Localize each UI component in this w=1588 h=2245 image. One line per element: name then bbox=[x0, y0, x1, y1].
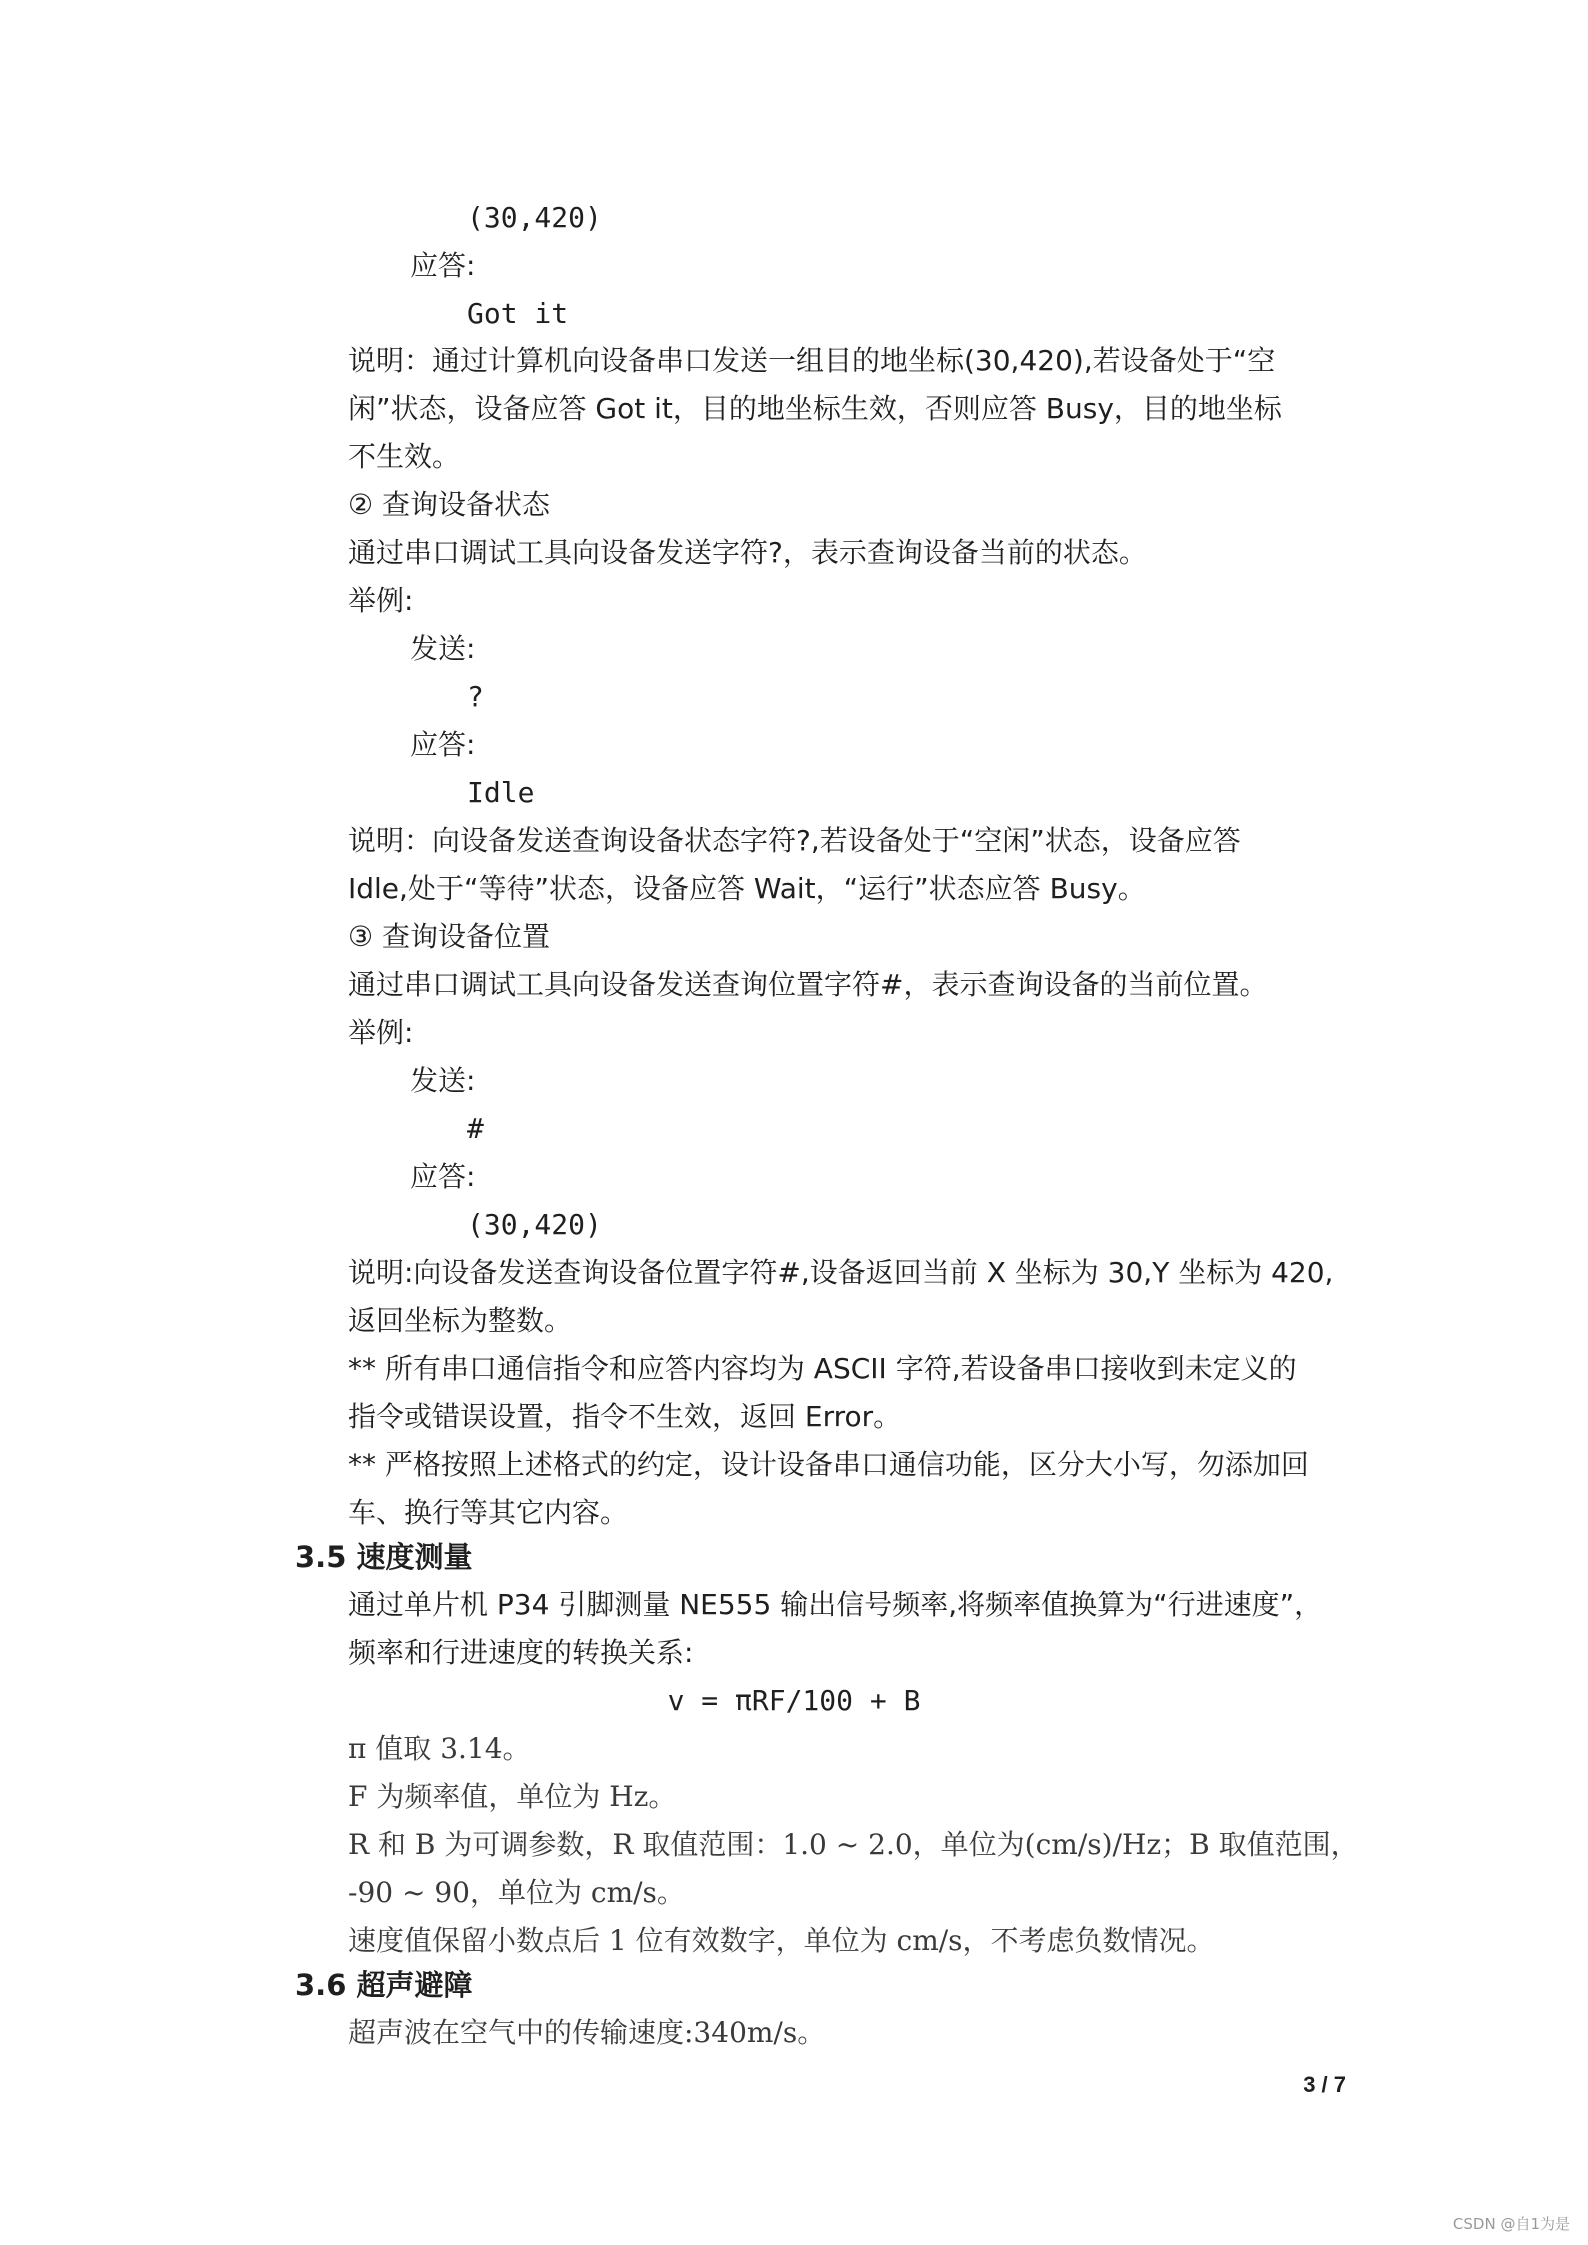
watermark: CSDN @自1为是 bbox=[1452, 2215, 1570, 2233]
subsection-title: ③ 查询设备位置 bbox=[348, 920, 551, 953]
note-line: 指令或错误设置，指令不生效，返回 Error。 bbox=[348, 1400, 902, 1433]
response-label: 应答: bbox=[410, 249, 476, 282]
example-line: Idle bbox=[467, 776, 535, 809]
paragraph-line: 说明：通过计算机向设备串口发送一组目的地坐标(30,420),若设备处于“空 bbox=[348, 344, 1276, 377]
paragraph-line: -90 ~ 90，单位为 cm/s。 bbox=[348, 1876, 685, 1909]
page-number: 3 / 7 bbox=[1303, 2072, 1346, 2097]
paragraph-line: 闲”状态，设备应答 Got it，目的地坐标生效，否则应答 Busy，目的地坐标 bbox=[348, 392, 1282, 425]
send-label: 发送: bbox=[410, 632, 476, 665]
example-line: (30,420) bbox=[467, 201, 602, 234]
note-line: ** 所有串口通信指令和应答内容均为 ASCII 字符,若设备串口接收到未定义的 bbox=[348, 1352, 1297, 1385]
paragraph-line: 通过串口调试工具向设备发送查询位置字符#，表示查询设备的当前位置。 bbox=[348, 968, 1268, 1001]
response-label: 应答: bbox=[410, 728, 476, 761]
example-line: Got it bbox=[467, 297, 569, 330]
paragraph-line: 超声波在空气中的传输速度:340m/s。 bbox=[348, 2016, 826, 2049]
paragraph-line: 通过串口调试工具向设备发送字符?，表示查询设备当前的状态。 bbox=[348, 536, 1147, 569]
example-line: # bbox=[467, 1112, 484, 1145]
section-heading: 3.6 超声避障 bbox=[295, 1968, 473, 2002]
note-line: ** 严格按照上述格式的约定，设计设备串口通信功能，区分大小写，勿添加回 bbox=[348, 1448, 1309, 1481]
paragraph-line: F 为频率值，单位为 Hz。 bbox=[348, 1780, 677, 1813]
paragraph-line: 返回坐标为整数。 bbox=[348, 1304, 573, 1337]
paragraph-line: 速度值保留小数点后 1 位有效数字，单位为 cm/s，不考虑负数情况。 bbox=[348, 1924, 1215, 1957]
formula: v = πRF/100 + B bbox=[667, 1684, 921, 1717]
example-line: ? bbox=[467, 680, 484, 713]
paragraph-line: 不生效。 bbox=[348, 440, 461, 473]
subsection-title: ② 查询设备状态 bbox=[348, 488, 551, 521]
example-label: 举例: bbox=[348, 584, 414, 617]
response-label: 应答: bbox=[410, 1160, 476, 1193]
send-label: 发送: bbox=[410, 1064, 476, 1097]
paragraph-line: 说明:向设备发送查询设备位置字符#,设备返回当前 X 坐标为 30,Y 坐标为 420, bbox=[348, 1256, 1334, 1289]
paragraph-line: π 值取 3.14。 bbox=[348, 1732, 531, 1765]
example-line: (30,420) bbox=[467, 1208, 602, 1241]
paragraph-line: R 和 B 为可调参数，R 取值范围：1.0 ~ 2.0，单位为(cm/s)/Hz；B 取值范围， bbox=[348, 1828, 1359, 1861]
paragraph-line: 频率和行进速度的转换关系: bbox=[348, 1636, 694, 1669]
paragraph-line: Idle,处于“等待”状态，设备应答 Wait，“运行”状态应答 Busy。 bbox=[348, 872, 1146, 905]
paragraph-line: 说明：向设备发送查询设备状态字符?,若设备处于“空闲”状态，设备应答 bbox=[348, 824, 1241, 857]
note-line: 车、换行等其它内容。 bbox=[348, 1496, 629, 1529]
paragraph-line: 通过单片机 P34 引脚测量 NE555 输出信号频率,将频率值换算为“行进速度”， bbox=[348, 1588, 1323, 1621]
section-heading: 3.5 速度测量 bbox=[295, 1540, 473, 1574]
example-label: 举例: bbox=[348, 1016, 414, 1049]
